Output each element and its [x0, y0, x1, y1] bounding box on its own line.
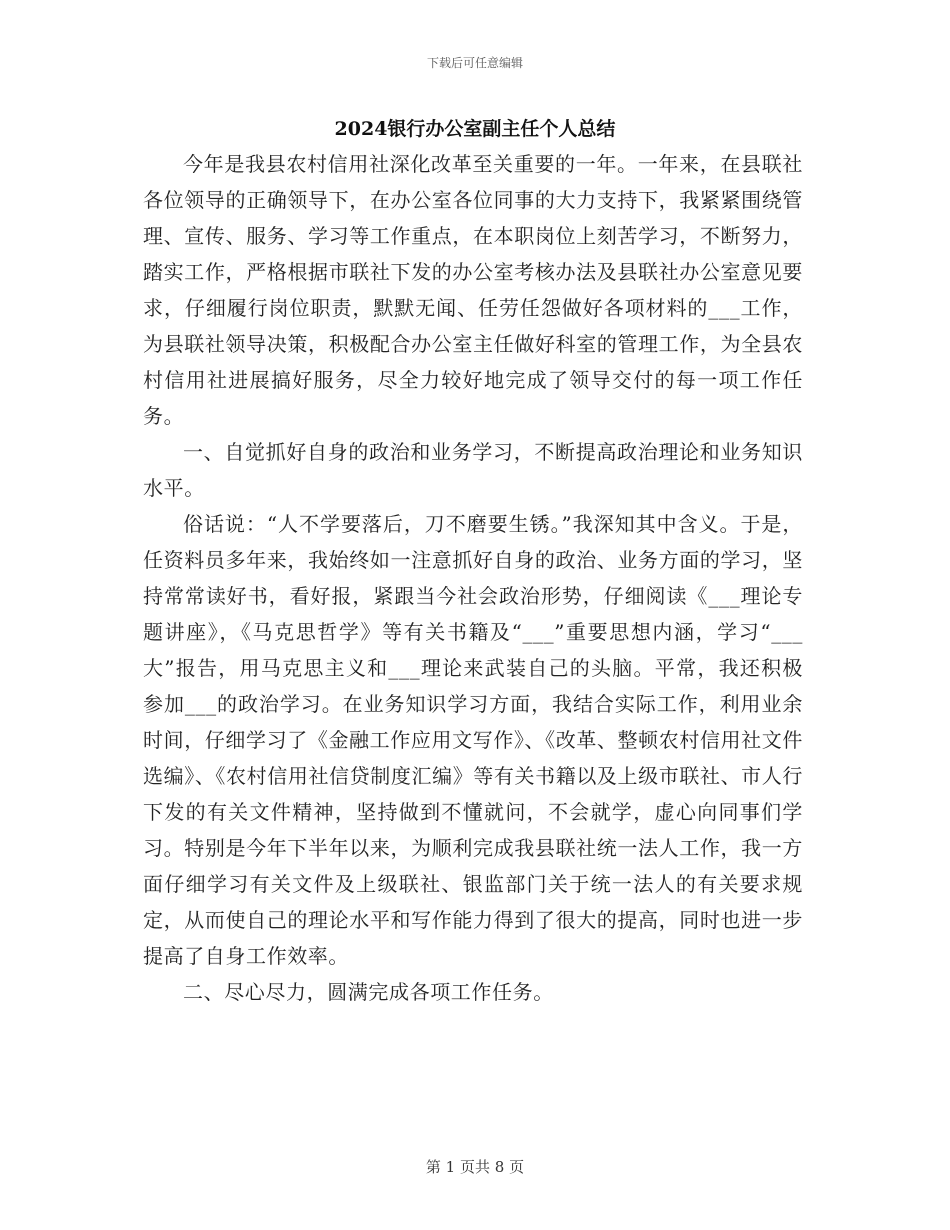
page-header-note: 下载后可任意编辑	[426, 56, 523, 70]
page-number: 第 1 页共 8 页	[425, 1158, 525, 1176]
paragraph-section-1-heading: 一、自觉抓好自身的政治和业务学习，不断提高政治理论和业务知识水平。	[143, 440, 803, 500]
paragraph-section-1-body: 俗话说：“人不学要落后，刀不磨要生锈。”我深知其中含义。于是，任资料员多年来，我始终如一注意抓好自身的政治、业务方面的学习，坚持常常读好书，看好报，紧跟当今社会政治形势，仔细阅读《___理论专题讲座》，《马克思哲学》等有关书籍及“___”重要思想内涵，学习“___大”报告，用马克思主义和___理论来武装自己的头脑。平常，我还积极参加___的政治学习。在业务知识学习方面，我结合实际工作，利用业余时间，仔细学习了《金融工作应用文写作》、《改革、整顿农村信用社文件选编》、《农村信用社信贷制度汇编》等有关书籍以及上级市联社、市人行下发的有关文件精神，坚持做到不懂就问，不会就学，虚心向同事们学习。特别是今年下半年以来，为顺利完成我县联社统一法人工作，我一方面仔细学习有关文件及上级联社、银监部门关于统一法人的有关要求规定，从而使自己的理论水平和写作能力得到了很大的提高，同时也进一步提高了自身工作效率。	[143, 512, 803, 968]
paragraph-intro: 今年是我县农村信用社深化改革至关重要的一年。一年来，在县联社各位领导的正确领导下，在办公室各位同事的大力支持下，我紧紧围绕管理、宣传、服务、学习等工作重点，在本职岗位上刻苦学习，不断努力，踏实工作，严格根据市联社下发的办公室考核办法及县联社办公室意见要求，仔细履行岗位职责，默默无闻、任劳任怨做好各项材料的___工作，为县联社领导决策，积极配合办公室主任做好科室的管理工作，为全县农村信用社进展搞好服务，尽全力较好地完成了领导交付的每一项工作任务。	[143, 152, 803, 428]
paragraph-section-2-heading: 二、尽心尽力，圆满完成各项工作任务。	[183, 980, 554, 1004]
document-title: 2024银行办公室副主任个人总结	[334, 118, 616, 140]
document-body	[143, 146, 803, 1010]
